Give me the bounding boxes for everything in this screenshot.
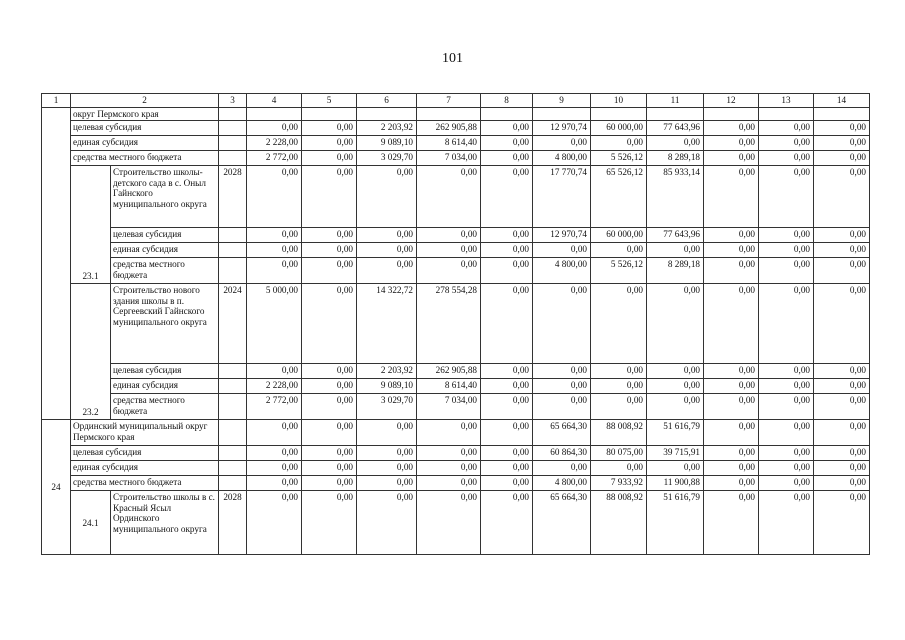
value-cell: 0,00 <box>357 420 417 446</box>
item-number: 23.2 <box>71 284 111 420</box>
group-label: округ Пермского края <box>71 108 219 121</box>
table-row <box>42 364 870 379</box>
value-cell: 0,00 <box>481 461 533 476</box>
value-cell: 0,00 <box>481 228 533 243</box>
column-header: 9 <box>533 94 591 108</box>
column-header: 1 <box>42 94 71 108</box>
value-cell: 2 772,00 <box>247 151 302 166</box>
value-cell: 0,00 <box>533 284 591 364</box>
value-cell: 0,00 <box>247 476 302 491</box>
value-cell: 0,00 <box>759 491 814 555</box>
value-cell: 0,00 <box>704 136 759 151</box>
value-cell: 0,00 <box>247 121 302 136</box>
table-cell <box>219 108 247 121</box>
value-cell: 0,00 <box>704 379 759 394</box>
value-cell: 0,00 <box>481 420 533 446</box>
value-cell: 0,00 <box>704 228 759 243</box>
value-cell: 5 526,12 <box>591 258 647 284</box>
table-cell <box>219 243 247 258</box>
column-header: 14 <box>814 94 870 108</box>
value-cell: 0,00 <box>759 228 814 243</box>
item-row <box>42 166 870 228</box>
value-cell: 0,00 <box>759 446 814 461</box>
value-cell: 0,00 <box>302 364 357 379</box>
table-cell <box>219 151 247 166</box>
funding-source: средства местного бюджета <box>71 151 219 166</box>
column-header: 6 <box>357 94 417 108</box>
item-name: Строительство нового здания школы в п. Сергеевский Гайнского муниципального округа <box>111 284 219 364</box>
value-cell: 0,00 <box>302 394 357 420</box>
table-row <box>42 476 870 491</box>
value-cell: 0,00 <box>647 379 704 394</box>
item-year: 2028 <box>219 166 247 228</box>
value-cell: 0,00 <box>814 420 870 446</box>
column-header: 7 <box>417 94 481 108</box>
table-row <box>42 258 870 284</box>
item-name: Строительство школы-детского сада в с. Оныл Гайнского муниципального округа <box>111 166 219 228</box>
value-cell: 0,00 <box>814 476 870 491</box>
item-year: 2028 <box>219 491 247 555</box>
funding-source: целевая субсидия <box>111 364 219 379</box>
value-cell: 7 034,00 <box>417 394 481 420</box>
table-cell <box>814 108 870 121</box>
value-cell: 0,00 <box>357 228 417 243</box>
value-cell: 0,00 <box>814 364 870 379</box>
value-cell: 0,00 <box>357 461 417 476</box>
value-cell: 8 289,18 <box>647 258 704 284</box>
value-cell: 0,00 <box>247 258 302 284</box>
value-cell: 0,00 <box>302 166 357 228</box>
value-cell: 0,00 <box>814 166 870 228</box>
funding-source: целевая субсидия <box>111 228 219 243</box>
table-cell <box>591 108 647 121</box>
value-cell: 3 029,70 <box>357 394 417 420</box>
value-cell: 0,00 <box>417 243 481 258</box>
value-cell: 0,00 <box>481 284 533 364</box>
value-cell: 77 643,96 <box>647 121 704 136</box>
value-cell: 0,00 <box>591 136 647 151</box>
value-cell: 0,00 <box>302 121 357 136</box>
value-cell: 51 616,79 <box>647 491 704 555</box>
value-cell: 9 089,10 <box>357 379 417 394</box>
table-row <box>42 228 870 243</box>
value-cell: 0,00 <box>704 446 759 461</box>
table-row <box>42 243 870 258</box>
table-cell <box>219 461 247 476</box>
table-cell <box>219 121 247 136</box>
table-cell <box>533 108 591 121</box>
value-cell: 4 800,00 <box>533 258 591 284</box>
table-cell <box>481 108 533 121</box>
table-row <box>42 446 870 461</box>
table-cell <box>647 108 704 121</box>
value-cell: 39 715,91 <box>647 446 704 461</box>
value-cell: 0,00 <box>481 476 533 491</box>
funding-source: средства местного бюджета <box>111 394 219 420</box>
value-cell: 0,00 <box>704 243 759 258</box>
table-row <box>42 121 870 136</box>
group-label: Ординский муниципальный округ Пермского края <box>71 420 219 446</box>
value-cell: 0,00 <box>533 461 591 476</box>
table-cell <box>219 420 247 446</box>
table-cell <box>417 108 481 121</box>
value-cell: 0,00 <box>814 461 870 476</box>
header-row <box>42 94 870 108</box>
funding-source: единая субсидия <box>71 461 219 476</box>
value-cell: 17 770,74 <box>533 166 591 228</box>
table-cell <box>357 108 417 121</box>
value-cell: 7 034,00 <box>417 151 481 166</box>
column-header: 2 <box>71 94 219 108</box>
value-cell: 0,00 <box>302 228 357 243</box>
table-row <box>42 136 870 151</box>
value-cell: 0,00 <box>417 420 481 446</box>
funding-source: средства местного бюджета <box>111 258 219 284</box>
value-cell: 0,00 <box>814 258 870 284</box>
item-row <box>42 491 870 555</box>
value-cell: 14 322,72 <box>357 284 417 364</box>
group-row <box>42 420 870 446</box>
value-cell: 0,00 <box>591 379 647 394</box>
value-cell: 88 008,92 <box>591 420 647 446</box>
table-row <box>42 151 870 166</box>
value-cell: 0,00 <box>357 258 417 284</box>
column-header: 12 <box>704 94 759 108</box>
value-cell: 0,00 <box>814 151 870 166</box>
value-cell: 0,00 <box>759 151 814 166</box>
table-cell <box>219 258 247 284</box>
value-cell: 51 616,79 <box>647 420 704 446</box>
value-cell: 0,00 <box>417 446 481 461</box>
value-cell: 0,00 <box>302 136 357 151</box>
funding-source: единая субсидия <box>71 136 219 151</box>
value-cell: 0,00 <box>302 420 357 446</box>
value-cell: 4 800,00 <box>533 476 591 491</box>
value-cell: 9 089,10 <box>357 136 417 151</box>
table-row <box>42 394 870 420</box>
table-cell <box>247 108 302 121</box>
funding-source: единая субсидия <box>111 379 219 394</box>
value-cell: 0,00 <box>814 136 870 151</box>
value-cell: 0,00 <box>814 243 870 258</box>
budget-table <box>41 93 870 555</box>
value-cell: 0,00 <box>533 394 591 420</box>
value-cell: 4 800,00 <box>533 151 591 166</box>
table-cell <box>302 108 357 121</box>
value-cell: 77 643,96 <box>647 228 704 243</box>
column-header: 10 <box>591 94 647 108</box>
value-cell: 0,00 <box>357 491 417 555</box>
value-cell: 0,00 <box>481 151 533 166</box>
value-cell: 0,00 <box>647 243 704 258</box>
value-cell: 65 664,30 <box>533 491 591 555</box>
value-cell: 0,00 <box>704 461 759 476</box>
value-cell: 0,00 <box>533 379 591 394</box>
value-cell: 8 614,40 <box>417 136 481 151</box>
table-cell <box>219 228 247 243</box>
column-header: 8 <box>481 94 533 108</box>
value-cell: 0,00 <box>759 420 814 446</box>
value-cell: 0,00 <box>417 228 481 243</box>
value-cell: 0,00 <box>247 420 302 446</box>
table-cell <box>219 394 247 420</box>
value-cell: 0,00 <box>814 394 870 420</box>
value-cell: 0,00 <box>647 394 704 420</box>
value-cell: 0,00 <box>759 121 814 136</box>
value-cell: 12 970,74 <box>533 228 591 243</box>
item-year: 2024 <box>219 284 247 364</box>
value-cell: 0,00 <box>357 243 417 258</box>
value-cell: 0,00 <box>759 258 814 284</box>
value-cell: 0,00 <box>591 243 647 258</box>
table-cell <box>219 379 247 394</box>
funding-source: средства местного бюджета <box>71 476 219 491</box>
table-cell <box>219 136 247 151</box>
value-cell: 262 905,88 <box>417 121 481 136</box>
value-cell: 0,00 <box>533 364 591 379</box>
value-cell: 5 526,12 <box>591 151 647 166</box>
value-cell: 0,00 <box>759 379 814 394</box>
value-cell: 0,00 <box>704 258 759 284</box>
value-cell: 0,00 <box>481 364 533 379</box>
value-cell: 0,00 <box>481 136 533 151</box>
column-header: 4 <box>247 94 302 108</box>
value-cell: 8 614,40 <box>417 379 481 394</box>
value-cell: 0,00 <box>591 461 647 476</box>
page-number: 101 <box>442 51 463 66</box>
value-cell: 0,00 <box>481 121 533 136</box>
value-cell: 88 008,92 <box>591 491 647 555</box>
value-cell: 0,00 <box>759 461 814 476</box>
group-number: 24 <box>42 420 71 555</box>
funding-source: целевая субсидия <box>71 121 219 136</box>
item-number: 23.1 <box>71 166 111 284</box>
value-cell: 0,00 <box>591 394 647 420</box>
value-cell: 0,00 <box>302 243 357 258</box>
value-cell: 0,00 <box>647 364 704 379</box>
value-cell: 0,00 <box>704 166 759 228</box>
value-cell: 0,00 <box>759 166 814 228</box>
value-cell: 60 000,00 <box>591 228 647 243</box>
value-cell: 0,00 <box>417 491 481 555</box>
table-row <box>42 461 870 476</box>
table-cell <box>219 364 247 379</box>
value-cell: 0,00 <box>247 491 302 555</box>
item-number: 24.1 <box>71 491 111 555</box>
funding-source: единая субсидия <box>111 243 219 258</box>
value-cell: 0,00 <box>704 151 759 166</box>
value-cell: 11 900,88 <box>647 476 704 491</box>
value-cell: 0,00 <box>759 136 814 151</box>
value-cell: 0,00 <box>247 446 302 461</box>
value-cell: 0,00 <box>247 364 302 379</box>
value-cell: 0,00 <box>704 284 759 364</box>
value-cell: 0,00 <box>814 228 870 243</box>
value-cell: 0,00 <box>417 476 481 491</box>
value-cell: 0,00 <box>302 151 357 166</box>
value-cell: 0,00 <box>417 258 481 284</box>
value-cell: 0,00 <box>759 243 814 258</box>
value-cell: 0,00 <box>814 121 870 136</box>
value-cell: 60 000,00 <box>591 121 647 136</box>
value-cell: 0,00 <box>481 243 533 258</box>
column-header: 13 <box>759 94 814 108</box>
value-cell: 0,00 <box>814 446 870 461</box>
value-cell: 0,00 <box>591 284 647 364</box>
value-cell: 0,00 <box>357 476 417 491</box>
value-cell: 65 664,30 <box>533 420 591 446</box>
item-row <box>42 284 870 364</box>
value-cell: 0,00 <box>481 491 533 555</box>
column-header: 3 <box>219 94 247 108</box>
value-cell: 85 933,14 <box>647 166 704 228</box>
value-cell: 0,00 <box>302 446 357 461</box>
value-cell: 278 554,28 <box>417 284 481 364</box>
value-cell: 0,00 <box>759 394 814 420</box>
value-cell: 12 970,74 <box>533 121 591 136</box>
value-cell: 0,00 <box>704 491 759 555</box>
value-cell: 0,00 <box>647 461 704 476</box>
value-cell: 2 228,00 <box>247 136 302 151</box>
value-cell: 2 203,92 <box>357 121 417 136</box>
group-number-cell <box>42 108 71 420</box>
value-cell: 0,00 <box>417 461 481 476</box>
value-cell: 0,00 <box>533 243 591 258</box>
value-cell: 0,00 <box>481 166 533 228</box>
value-cell: 0,00 <box>481 446 533 461</box>
value-cell: 0,00 <box>247 228 302 243</box>
item-name: Строительство школы в с. Красный Ясыл Ординского муниципального округа <box>111 491 219 555</box>
value-cell: 0,00 <box>759 476 814 491</box>
value-cell: 0,00 <box>759 284 814 364</box>
value-cell: 0,00 <box>247 166 302 228</box>
funding-source: целевая субсидия <box>71 446 219 461</box>
value-cell: 0,00 <box>481 258 533 284</box>
value-cell: 80 075,00 <box>591 446 647 461</box>
value-cell: 60 864,30 <box>533 446 591 461</box>
value-cell: 0,00 <box>302 461 357 476</box>
value-cell: 5 000,00 <box>247 284 302 364</box>
value-cell: 0,00 <box>704 476 759 491</box>
value-cell: 0,00 <box>357 446 417 461</box>
value-cell: 0,00 <box>759 364 814 379</box>
value-cell: 0,00 <box>814 379 870 394</box>
group-row <box>42 108 870 121</box>
value-cell: 0,00 <box>357 166 417 228</box>
value-cell: 0,00 <box>814 491 870 555</box>
value-cell: 0,00 <box>814 284 870 364</box>
table-cell <box>219 476 247 491</box>
value-cell: 7 933,92 <box>591 476 647 491</box>
table-row <box>42 379 870 394</box>
value-cell: 0,00 <box>302 476 357 491</box>
value-cell: 0,00 <box>704 420 759 446</box>
value-cell: 0,00 <box>647 136 704 151</box>
value-cell: 0,00 <box>302 491 357 555</box>
table-cell <box>704 108 759 121</box>
value-cell: 2 228,00 <box>247 379 302 394</box>
value-cell: 0,00 <box>302 379 357 394</box>
value-cell: 0,00 <box>481 379 533 394</box>
value-cell: 2 203,92 <box>357 364 417 379</box>
column-header: 11 <box>647 94 704 108</box>
table-cell <box>759 108 814 121</box>
table-cell <box>219 446 247 461</box>
value-cell: 0,00 <box>302 258 357 284</box>
value-cell: 0,00 <box>704 121 759 136</box>
value-cell: 0,00 <box>647 284 704 364</box>
value-cell: 0,00 <box>417 166 481 228</box>
value-cell: 8 289,18 <box>647 151 704 166</box>
value-cell: 0,00 <box>704 394 759 420</box>
value-cell: 0,00 <box>533 136 591 151</box>
value-cell: 0,00 <box>302 284 357 364</box>
value-cell: 2 772,00 <box>247 394 302 420</box>
value-cell: 0,00 <box>481 394 533 420</box>
value-cell: 3 029,70 <box>357 151 417 166</box>
column-header: 5 <box>302 94 357 108</box>
value-cell: 262 905,88 <box>417 364 481 379</box>
value-cell: 65 526,12 <box>591 166 647 228</box>
value-cell: 0,00 <box>591 364 647 379</box>
value-cell: 0,00 <box>247 461 302 476</box>
value-cell: 0,00 <box>247 243 302 258</box>
value-cell: 0,00 <box>704 364 759 379</box>
